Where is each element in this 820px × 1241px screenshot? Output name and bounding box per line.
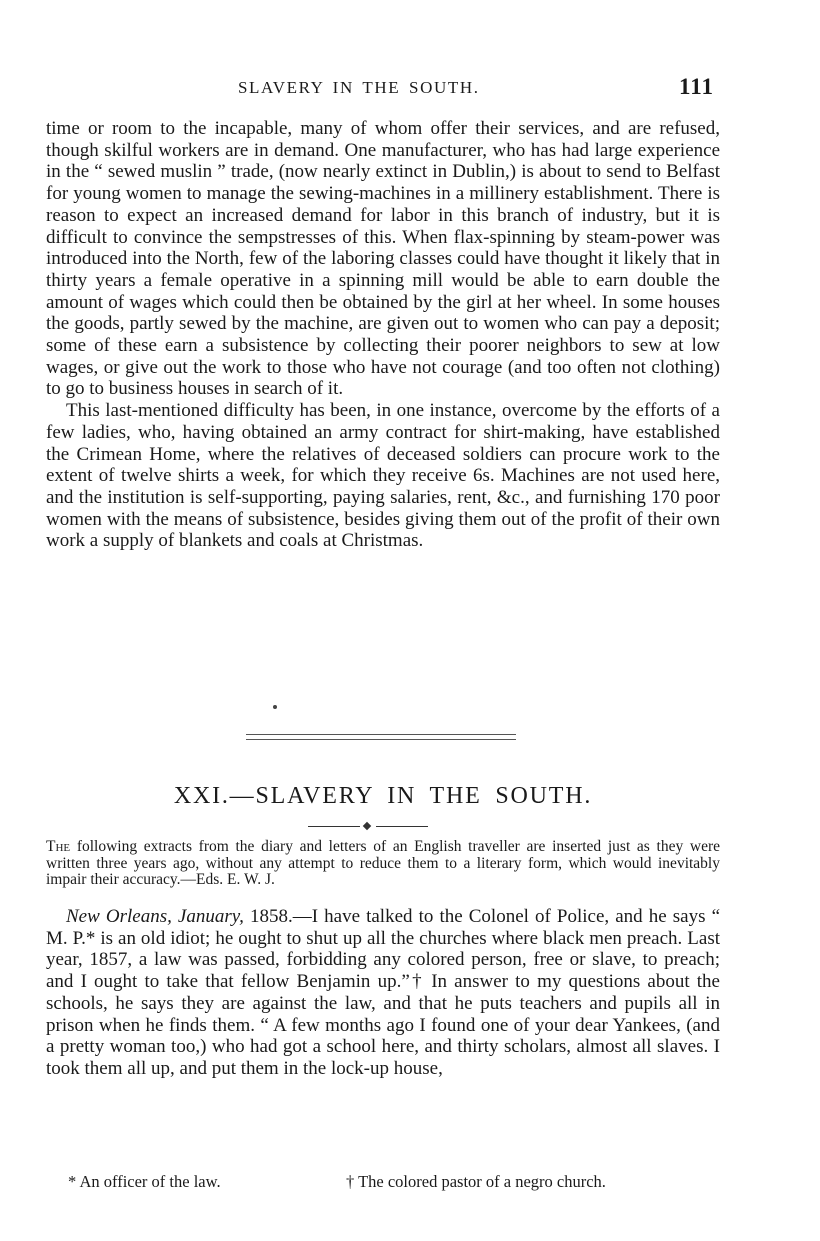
- editor-note-text: following extracts from the diary and letters of an English traveller are inserted just as they were written three years ago, without any attempt to reduce them to a literary form, which would inevitably impair their accuracy.—Eds. E. W. J.: [46, 838, 721, 888]
- diamond-icon: [363, 822, 371, 830]
- stray-dot: [273, 705, 277, 709]
- footnote-pastor: † The colored pastor of a negro church.: [346, 1172, 606, 1191]
- previous-chapter-text: [46, 118, 720, 552]
- section-divider-rule: [246, 734, 516, 740]
- editor-note-lead: The: [46, 838, 71, 855]
- diary-paragraph: [46, 906, 720, 1080]
- editor-note: [46, 839, 720, 889]
- footnotes: [46, 1172, 720, 1194]
- crimean-home-paragraph: This last-mentioned difficulty has been, in one instance, overcome by the efforts of a few ladies, who, having obtained an army contract for shirt-making, have established the Crimean Home, where the relatives of deceased soldiers can procure work to the extent of twelve shirts a week, for which they receive 6s. Machines are not used here, and the institution is self-supporting, paying salaries, rent, &c., and furnishing 170 poor women with the means of subsistence, besides giving them out of the profit of their own work a supply of blankets and coals at Christmas.: [46, 400, 720, 552]
- diary-dateline: New Orleans, January,: [66, 906, 244, 927]
- ornament-line-right: [376, 826, 428, 827]
- ornament-line-left: [308, 826, 360, 827]
- chapter-title: XXI.—SLAVERY IN THE SOUTH.: [173, 783, 593, 809]
- book-page: [46, 0, 720, 1241]
- diary-entry: [46, 906, 720, 1080]
- running-title: SLAVERY IN THE SOUTH.: [238, 78, 480, 97]
- continued-paragraph: time or room to the incapable, many of whom offer their services, and are refused, though skilful workers are in demand. One manufacturer, who has had large experience in the “ sewed muslin ” trade, (now nearly extinct in Dublin,) is about to send to Belfast for young women to manage the sewing-machines in a millinery establishment. There is reason to expect an increased demand for labor in this branch of industry, but it is difficult to convince the sempstresses of this. When flax-spinning by steam-power was introduced into the North, few of the laboring classes could have thought it likely that in thirty years a female operative in a spinning mill would be able to earn double the amount of wages which could then be obtained by the girl at her wheel. In some houses the goods, partly sewed by the machine, are given out to women who can pay a deposit; some of these earn a subsistence by collecting their poorer neighbors to sew at low wages, or give out the work to those who have not courage (and too often not clothing) to go to business houses in search of it.: [46, 118, 720, 400]
- page-number: 111: [679, 74, 714, 99]
- footnote-officer: * An officer of the law.: [68, 1172, 221, 1191]
- chapter-ornament: [308, 820, 428, 832]
- diary-year: 1858.: [249, 906, 293, 927]
- diary-text: —I have talked to the Colonel of Police, and he says “ M. P.* is an old idiot; he ought to shut up all the churches where black men preach. Last year, 1857, a law was passed, forbidding any colored person, free or slave, to preach; and I ought to take that fellow Benjamin up.”† In answer to my questions about the schools, he says they are against the law, and that he puts teachers and pupils all in prison when he finds them. “ A few months ago I found one of your dear Yankees, (and a pretty woman too,) who had got a school here, and thirty scholars, almost all slaves. I took them all up, and put them in the lock-up house,: [46, 906, 721, 1079]
- running-head: [46, 74, 720, 104]
